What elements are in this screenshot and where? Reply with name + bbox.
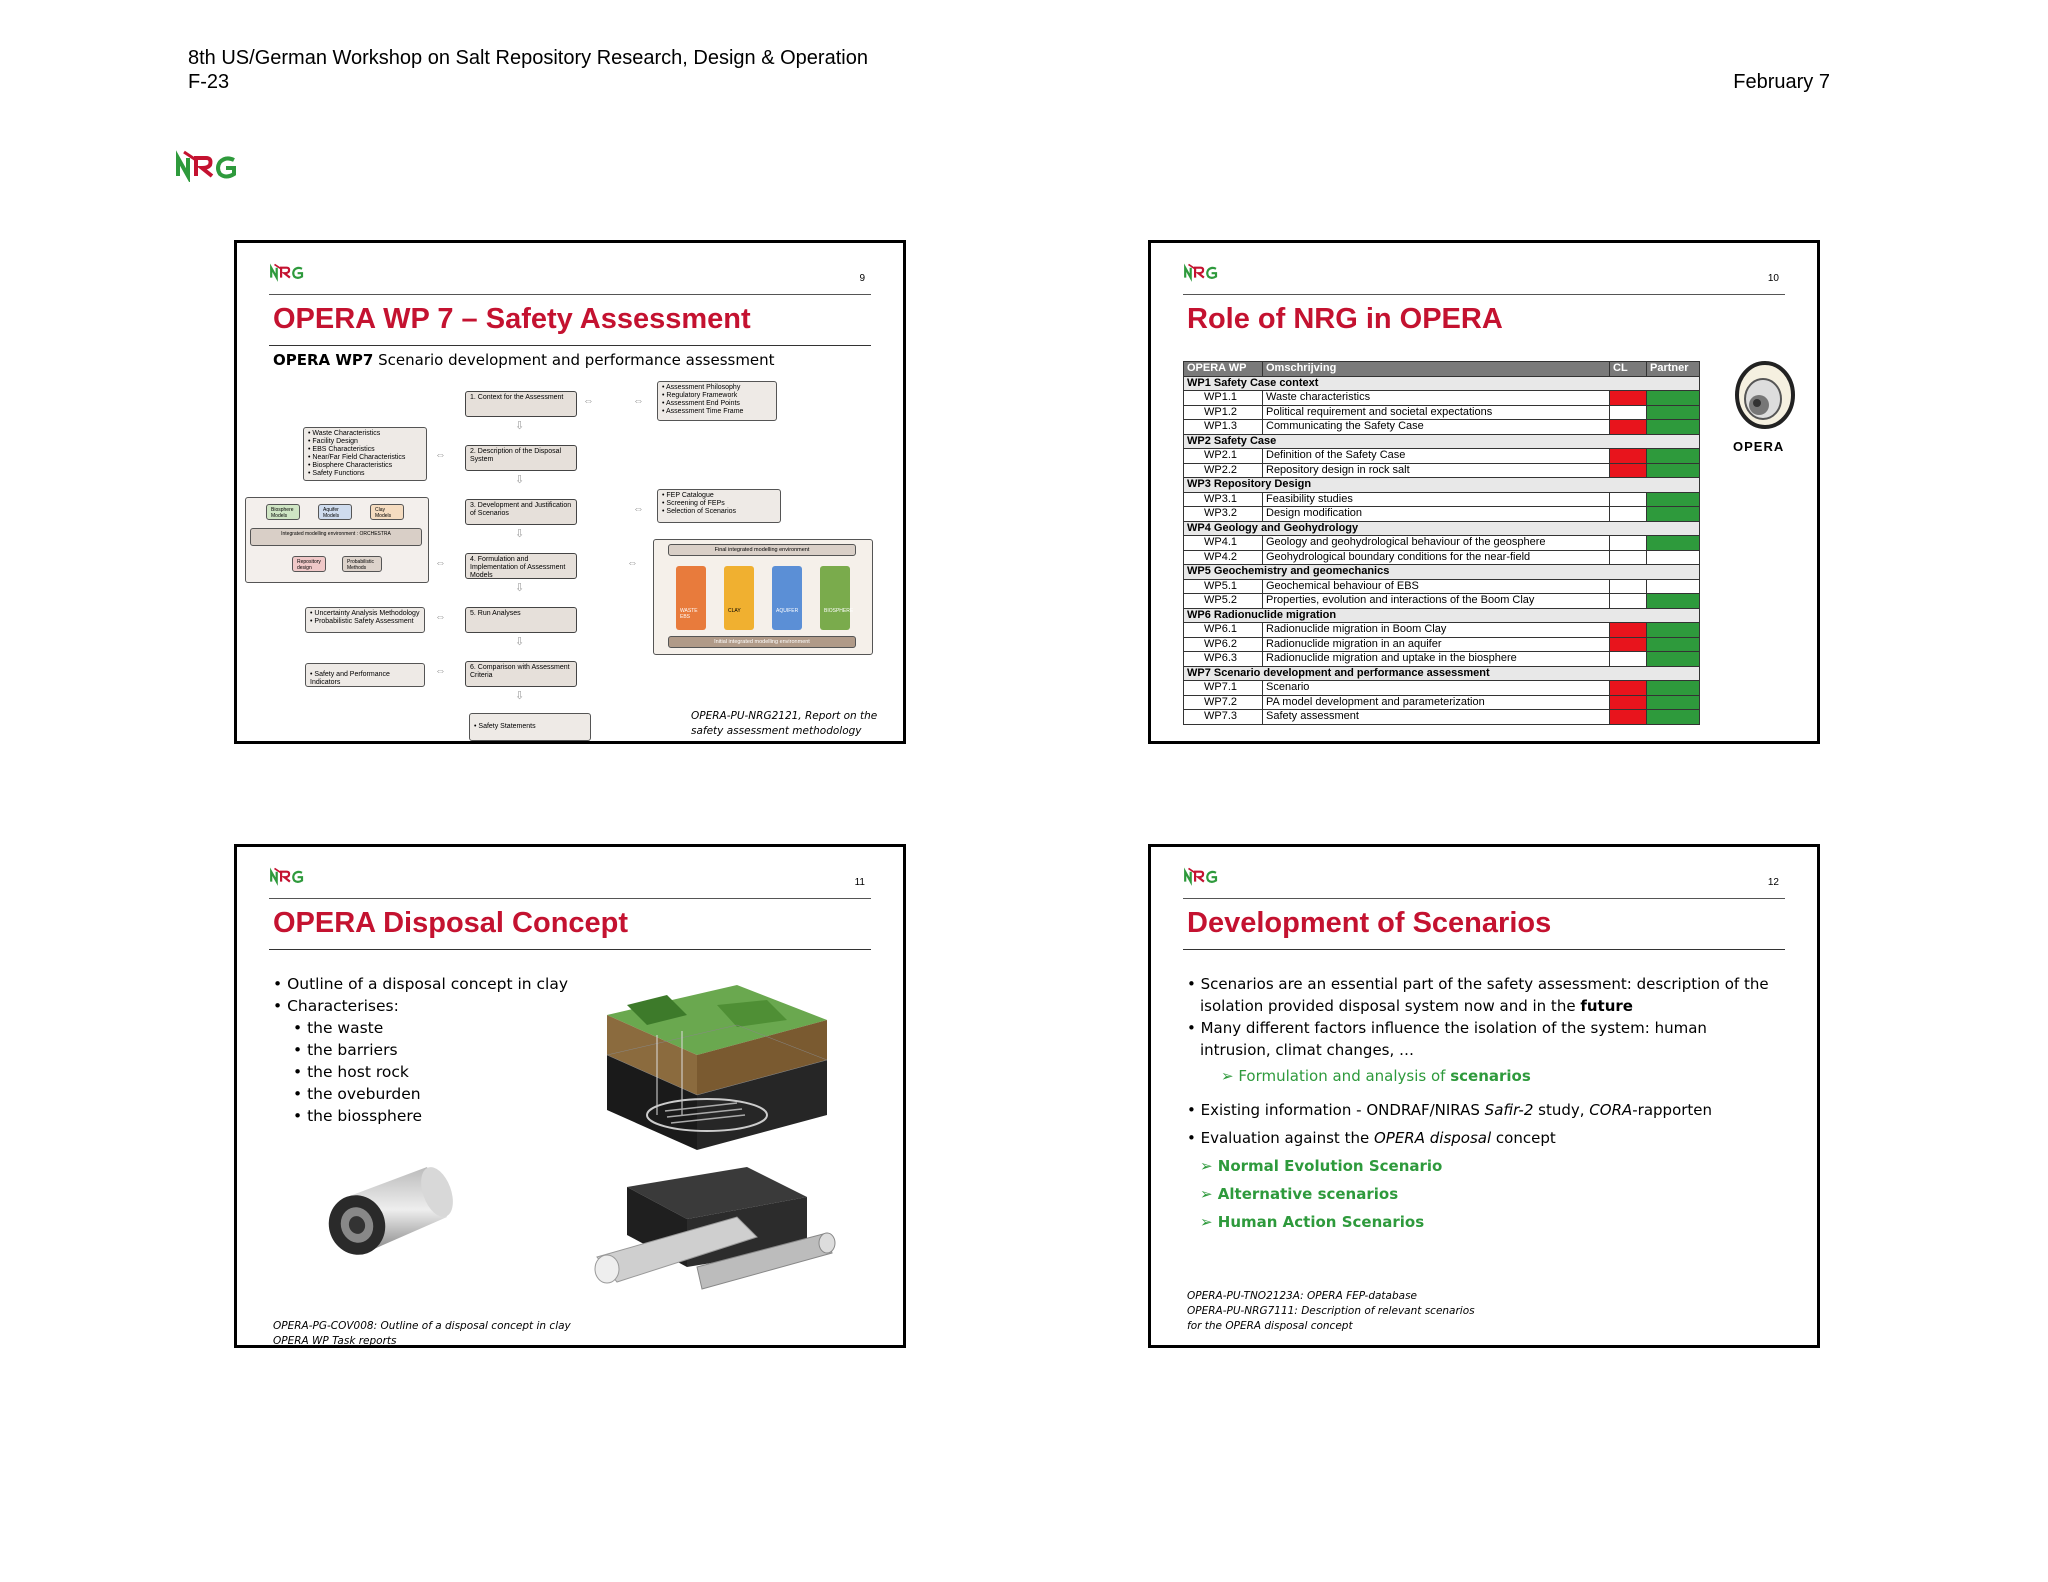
repository-design: Repository design bbox=[292, 556, 326, 572]
down-arrow-icon: ⇩ bbox=[515, 582, 525, 594]
cl-cell bbox=[1610, 710, 1647, 725]
cl-cell bbox=[1610, 536, 1647, 551]
initial-environment: Initial integrated modelling environment bbox=[668, 636, 856, 648]
wp-description: Radionuclide migration in an aquifer bbox=[1263, 637, 1610, 652]
cl-cell bbox=[1610, 507, 1647, 522]
table-row bbox=[1184, 710, 1700, 725]
scenario-item: ➢ Alternative scenarios bbox=[1200, 1185, 1399, 1203]
clay-arrow: CLAY bbox=[724, 566, 754, 630]
partner-cell bbox=[1647, 579, 1700, 594]
slide-number: 11 bbox=[854, 877, 865, 888]
cl-cell bbox=[1610, 449, 1647, 464]
wp-description: Communicating the Safety Case bbox=[1263, 420, 1610, 435]
wp-description: Definition of the Safety Case bbox=[1263, 449, 1610, 464]
slide-number: 12 bbox=[1767, 877, 1779, 888]
step-1: 1. Context for the Assessment bbox=[465, 391, 577, 417]
wp-code: WP6.1 bbox=[1184, 623, 1263, 638]
double-arrow-icon: ⇔ bbox=[627, 557, 638, 569]
divider bbox=[269, 294, 871, 295]
scenario-item: ➢ Normal Evolution Scenario bbox=[1200, 1157, 1443, 1175]
wp-description: Properties, evolution and interactions of the Boom Clay bbox=[1263, 594, 1610, 609]
step-6: 6. Comparison with Assessment Criteria bbox=[465, 661, 577, 687]
wp-description: Geohydrological boundary conditions for the near-field bbox=[1263, 550, 1610, 565]
table-section-row bbox=[1184, 434, 1700, 449]
slide-subtitle: OPERA WP7 Scenario development and performance assessment bbox=[273, 351, 775, 369]
wp-code: WP7.1 bbox=[1184, 681, 1263, 696]
col-header: OPERA WP bbox=[1184, 362, 1263, 377]
divider bbox=[1183, 294, 1785, 295]
step-2: 2. Description of the Disposal System bbox=[465, 445, 577, 471]
table-row bbox=[1184, 391, 1700, 406]
wp-description: PA model development and parameterization bbox=[1263, 695, 1610, 710]
wp-description: Political requirement and societal expectations bbox=[1263, 405, 1610, 420]
wp-code: WP5.1 bbox=[1184, 579, 1263, 594]
wp-description: Safety assessment bbox=[1263, 710, 1610, 725]
partner-cell bbox=[1647, 695, 1700, 710]
col-header: Partner bbox=[1647, 362, 1700, 377]
table-row bbox=[1184, 463, 1700, 478]
table-section-row bbox=[1184, 565, 1700, 580]
header-date: February 7 bbox=[1733, 71, 1830, 93]
biosphere-arrow: BIOSPHERE bbox=[820, 566, 850, 630]
sub-bullet: • the host rock bbox=[293, 1063, 409, 1081]
section-label: WP2 Safety Case bbox=[1184, 434, 1700, 449]
partner-cell bbox=[1647, 550, 1700, 565]
step-3: 3. Development and Justification of Scenarios bbox=[465, 499, 577, 525]
cl-cell bbox=[1610, 594, 1647, 609]
wp-description: Geology and geohydrological behaviour of the geosphere bbox=[1263, 536, 1610, 551]
bullet-continuation: isolation provided disposal system now and in the future bbox=[1200, 997, 1633, 1015]
section-label: WP5 Geochemistry and geomechanics bbox=[1184, 565, 1700, 580]
citation: OPERA-PG-COV008: Outline of a disposal concept in clay OPERA WP Task reports bbox=[273, 1320, 571, 1347]
slide-title: OPERA WP 7 – Safety Assessment bbox=[273, 303, 751, 335]
header-left bbox=[188, 46, 868, 94]
table-section-row bbox=[1184, 376, 1700, 391]
integrated-modelling-box bbox=[653, 539, 873, 655]
aquifer-models: Aquifer Models bbox=[318, 504, 352, 520]
scenario-item: ➢ Human Action Scenarios bbox=[1200, 1213, 1425, 1231]
double-arrow-icon: ⇔ bbox=[435, 611, 446, 623]
down-arrow-icon: ⇩ bbox=[515, 420, 525, 432]
cl-cell bbox=[1610, 695, 1647, 710]
wp-description: Feasibility studies bbox=[1263, 492, 1610, 507]
wp-description: Repository design in rock salt bbox=[1263, 463, 1610, 478]
uncertainty-box: • Uncertainty Analysis Methodology • Probabilistic Safety Assessment bbox=[305, 607, 425, 633]
opera-label: OPERA bbox=[1733, 439, 1785, 454]
partner-cell bbox=[1647, 449, 1700, 464]
divider bbox=[1183, 949, 1785, 950]
slide-number: 10 bbox=[1767, 273, 1779, 284]
slide-10 bbox=[1148, 240, 1820, 744]
cl-cell bbox=[1610, 420, 1647, 435]
double-arrow-icon: ⇔ bbox=[633, 395, 644, 407]
slide-logo bbox=[1183, 257, 1227, 285]
wp-code: WP2.1 bbox=[1184, 449, 1263, 464]
wp-description: Waste characteristics bbox=[1263, 391, 1610, 406]
cl-cell bbox=[1610, 637, 1647, 652]
bullet-continuation: intrusion, climat changes, … bbox=[1200, 1041, 1415, 1059]
probabilistic-methods: Probabilistic Methods bbox=[342, 556, 382, 572]
sub-bullet: • the biossphere bbox=[293, 1107, 422, 1125]
biosphere-models: Biosphere Models bbox=[266, 504, 300, 520]
bullet: • Scenarios are an essential part of the safety assessment: description of the bbox=[1187, 975, 1769, 993]
workshop-title: 8th US/German Workshop on Salt Repository Research, Design & Operation bbox=[188, 47, 868, 69]
citation: OPERA-PU-NRG2121, Report on the safety assessment methodology bbox=[691, 710, 878, 737]
wp-code: WP4.2 bbox=[1184, 550, 1263, 565]
slide-title: OPERA Disposal Concept bbox=[273, 907, 629, 939]
partner-cell bbox=[1647, 492, 1700, 507]
section-label: WP6 Radionuclide migration bbox=[1184, 608, 1700, 623]
col-header: Omschrijving bbox=[1263, 362, 1610, 377]
fep-items-box: • FEP Catalogue • Screening of FEPs • Selection of Scenarios bbox=[657, 489, 781, 523]
final-environment: Final integrated modelling environment bbox=[668, 544, 856, 556]
partner-cell bbox=[1647, 637, 1700, 652]
indicators-box: • Safety and Performance Indicators bbox=[305, 663, 425, 687]
slide-number: 9 bbox=[859, 273, 865, 284]
wp-description: Radionuclide migration in Boom Clay bbox=[1263, 623, 1610, 638]
table-row bbox=[1184, 536, 1700, 551]
double-arrow-icon: ⇔ bbox=[435, 665, 446, 677]
partner-cell bbox=[1647, 681, 1700, 696]
arrow-item: ➢ Formulation and analysis of scenarios bbox=[1221, 1067, 1531, 1085]
wp-code: WP1.1 bbox=[1184, 391, 1263, 406]
cl-cell bbox=[1610, 550, 1647, 565]
opera-logo-icon bbox=[1729, 361, 1799, 431]
sub-bullet: • the oveburden bbox=[293, 1085, 421, 1103]
wp-description: Radionuclide migration and uptake in the biosphere bbox=[1263, 652, 1610, 667]
sub-bullet: • the barriers bbox=[293, 1041, 398, 1059]
slide-title: Development of Scenarios bbox=[1187, 907, 1552, 939]
cl-cell bbox=[1610, 391, 1647, 406]
cl-cell bbox=[1610, 463, 1647, 478]
slide-logo bbox=[269, 861, 313, 889]
bullet-list bbox=[273, 973, 568, 1127]
disposal-gallery-image bbox=[587, 1157, 837, 1307]
system-items-box: • Waste Characteristics • Facility Design • EBS Characteristics • Near/Far Field Characteristics • Biosphere Characteristics • Safety Functions bbox=[303, 427, 427, 481]
cl-cell bbox=[1610, 492, 1647, 507]
supercontainer-image bbox=[317, 1157, 457, 1277]
table-row bbox=[1184, 623, 1700, 638]
waste-ebs-arrow: WASTE EBS bbox=[676, 566, 706, 630]
aquifer-arrow: AQUIFER bbox=[772, 566, 802, 630]
wp-code: WP6.3 bbox=[1184, 652, 1263, 667]
partner-cell bbox=[1647, 536, 1700, 551]
partner-cell bbox=[1647, 463, 1700, 478]
table-section-row bbox=[1184, 521, 1700, 536]
section-label: WP7 Scenario development and performance assessment bbox=[1184, 666, 1700, 681]
col-header: CL bbox=[1610, 362, 1647, 377]
section-label: WP3 Repository Design bbox=[1184, 478, 1700, 493]
sub-bullet: • the waste bbox=[293, 1019, 384, 1037]
wp-description: Scenario bbox=[1263, 681, 1610, 696]
wp-code: WP6.2 bbox=[1184, 637, 1263, 652]
table-row bbox=[1184, 449, 1700, 464]
wp-code: WP2.2 bbox=[1184, 463, 1263, 478]
wp-description: Design modification bbox=[1263, 507, 1610, 522]
wp-table bbox=[1183, 361, 1700, 725]
section-label: WP4 Geology and Geohydrology bbox=[1184, 521, 1700, 536]
partner-cell bbox=[1647, 710, 1700, 725]
orchestra-box: Integrated modelling environment : ORCHESTRA bbox=[250, 528, 422, 546]
cl-cell bbox=[1610, 623, 1647, 638]
wp-code: WP3.2 bbox=[1184, 507, 1263, 522]
down-arrow-icon: ⇩ bbox=[515, 474, 525, 486]
citation: OPERA-PU-TNO2123A: OPERA FEP-database OPERA-PU-NRG7111: Description of relevant scenarios for the OPERA disposal concept bbox=[1187, 1290, 1475, 1332]
partner-cell bbox=[1647, 420, 1700, 435]
down-arrow-icon: ⇩ bbox=[515, 528, 525, 540]
slide-title: Role of NRG in OPERA bbox=[1187, 303, 1503, 335]
double-arrow-icon: ⇔ bbox=[583, 395, 594, 407]
table-row bbox=[1184, 652, 1700, 667]
clay-models: Clay Models bbox=[370, 504, 404, 520]
section-label: WP1 Safety Case context bbox=[1184, 376, 1700, 391]
table-row bbox=[1184, 507, 1700, 522]
table-row bbox=[1184, 579, 1700, 594]
cl-cell bbox=[1610, 579, 1647, 594]
partner-cell bbox=[1647, 405, 1700, 420]
table-row bbox=[1184, 637, 1700, 652]
cl-cell bbox=[1610, 405, 1647, 420]
wp-code: WP3.1 bbox=[1184, 492, 1263, 507]
repository-cutaway-image bbox=[587, 965, 837, 1155]
slide-11 bbox=[234, 844, 906, 1348]
step-4: 4. Formulation and Implementation of Assessment Models bbox=[465, 553, 577, 579]
double-arrow-icon: ⇔ bbox=[435, 557, 446, 569]
partner-cell bbox=[1647, 623, 1700, 638]
slide-9 bbox=[234, 240, 906, 744]
bullet-list bbox=[1187, 973, 1769, 1233]
table-row bbox=[1184, 492, 1700, 507]
table-row bbox=[1184, 594, 1700, 609]
wp-code: WP7.3 bbox=[1184, 710, 1263, 725]
models-box bbox=[245, 497, 429, 583]
wp-code: WP4.1 bbox=[1184, 536, 1263, 551]
divider bbox=[269, 949, 871, 950]
partner-cell bbox=[1647, 507, 1700, 522]
divider bbox=[269, 345, 871, 346]
cl-cell bbox=[1610, 652, 1647, 667]
context-items-box: • Assessment Philosophy • Regulatory Framework • Assessment End Points • Assessment Time Frame bbox=[657, 381, 777, 421]
statements-box: • Safety Statements bbox=[469, 713, 591, 741]
down-arrow-icon: ⇩ bbox=[515, 690, 525, 702]
table-section-row bbox=[1184, 608, 1700, 623]
table-section-row bbox=[1184, 478, 1700, 493]
slide-12 bbox=[1148, 844, 1820, 1348]
table-row bbox=[1184, 681, 1700, 696]
wp-code: WP1.3 bbox=[1184, 420, 1263, 435]
bullet: • Existing information - ONDRAF/NIRAS Safir-2 study, CORA-rapporten bbox=[1187, 1101, 1713, 1119]
wp-description: Geochemical behaviour of EBS bbox=[1263, 579, 1610, 594]
table-row bbox=[1184, 405, 1700, 420]
table-row bbox=[1184, 695, 1700, 710]
partner-cell bbox=[1647, 652, 1700, 667]
table-row bbox=[1184, 550, 1700, 565]
bullet: • Evaluation against the OPERA disposal concept bbox=[1187, 1129, 1556, 1147]
bullet: • Outline of a disposal concept in clay bbox=[273, 975, 568, 993]
table-row bbox=[1184, 420, 1700, 435]
partner-cell bbox=[1647, 391, 1700, 406]
bullet: • Characterises: bbox=[273, 997, 399, 1015]
wp-code: WP5.2 bbox=[1184, 594, 1263, 609]
divider bbox=[269, 898, 871, 899]
bullet: • Many different factors influence the isolation of the system: human bbox=[1187, 1019, 1707, 1037]
wp-code: WP1.2 bbox=[1184, 405, 1263, 420]
down-arrow-icon: ⇩ bbox=[515, 636, 525, 648]
double-arrow-icon: ⇔ bbox=[435, 449, 446, 461]
double-arrow-icon: ⇔ bbox=[633, 503, 644, 515]
partner-cell bbox=[1647, 594, 1700, 609]
slide-logo bbox=[1183, 861, 1227, 889]
step-5: 5. Run Analyses bbox=[465, 607, 577, 633]
nrg-logo bbox=[174, 146, 254, 182]
page-code: F-23 bbox=[188, 71, 230, 93]
slide-logo bbox=[269, 257, 313, 285]
table-section-row bbox=[1184, 666, 1700, 681]
wp-code: WP7.2 bbox=[1184, 695, 1263, 710]
divider bbox=[1183, 898, 1785, 899]
cl-cell bbox=[1610, 681, 1647, 696]
